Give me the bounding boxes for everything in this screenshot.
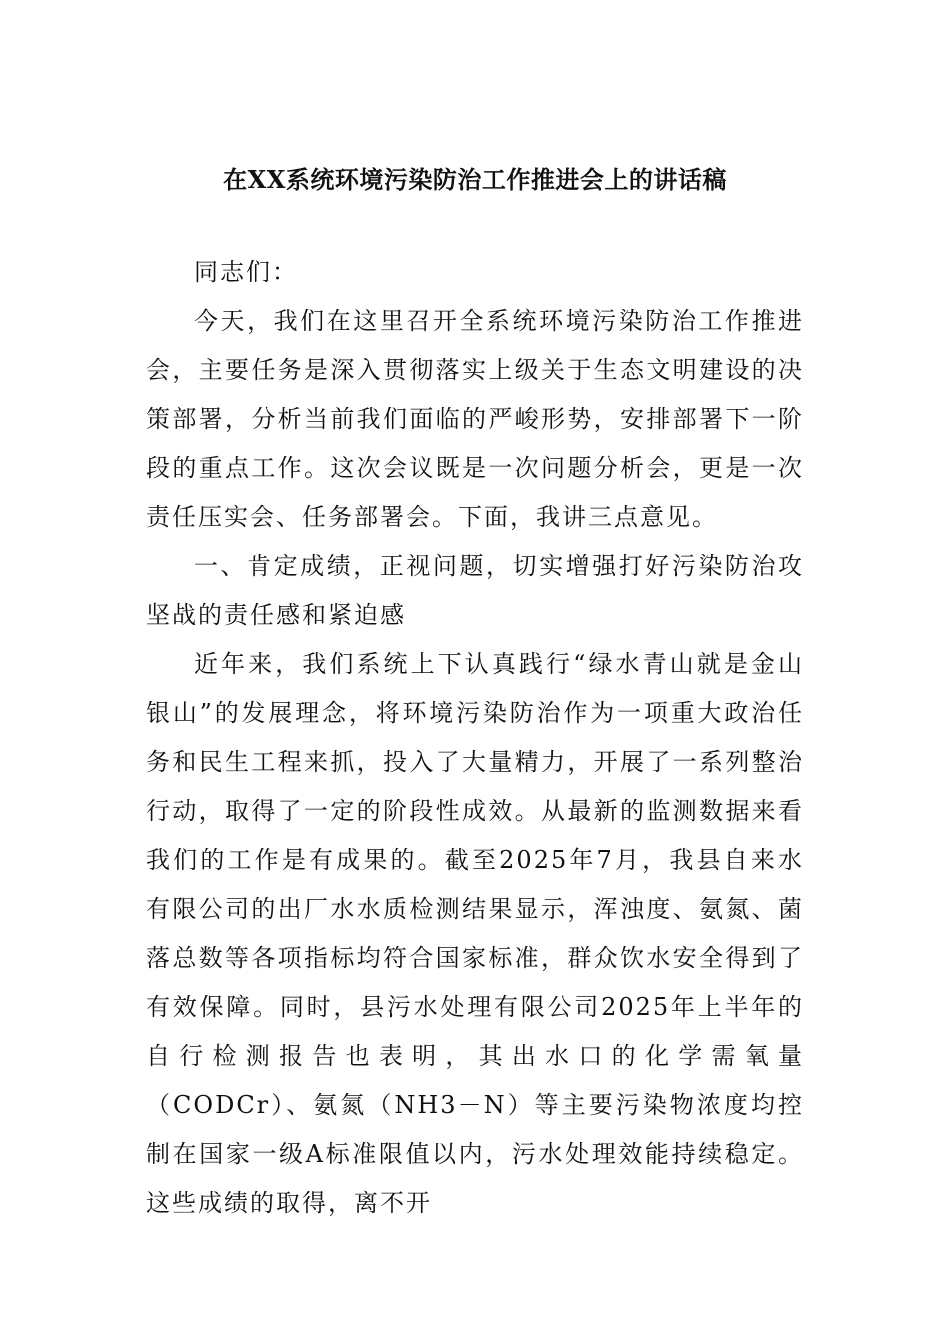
paragraph-achievements: 近年来，我们系统上下认真践行“绿水青山就是金山银山”的发展理念，将环境污染防治作为一项重大政治任务和民生工程来抓，投入了大量精力，开展了一系列整治行动，取得了一定的阶段性成效。从最新的监测数据来看我们的工作是有成果的。截至2025年7月，我县自来水有限公司的出厂水水质检测结果显示，浑浊度、氨氮、菌落总数等各项指标均符合国家标准，群众饮水安全得到了有效保障。同时，县污水处理有限公司2025年上半年的自行检测报告也表明，其出水口的化学需氧量（CODCr）、氨氮（NH3－N）等主要污染物浓度均控制在国家一级A标准限值以内，污水处理效能持续稳定。这些成绩的取得，离不开 (146, 650, 804, 1217)
section-heading-1: 一、肯定成绩，正视问题，切实增强打好污染防治攻坚战的责任感和紧迫感 (146, 552, 804, 629)
salutation: 同志们： (194, 258, 298, 286)
document-title: 在XX系统环境污染防治工作推进会上的讲话稿 (223, 165, 727, 194)
paragraph-intro: 今天，我们在这里召开全系统环境污染防治工作推进会，主要任务是深入贯彻落实上级关于生态文明建设的决策部署，分析当前我们面临的严峻形势，安排部署下一阶段的重点工作。这次会议既是一次问题分析会，更是一次责任压实会、任务部署会。下面，我讲三点意见。 (146, 307, 804, 531)
document-body (146, 248, 804, 1228)
